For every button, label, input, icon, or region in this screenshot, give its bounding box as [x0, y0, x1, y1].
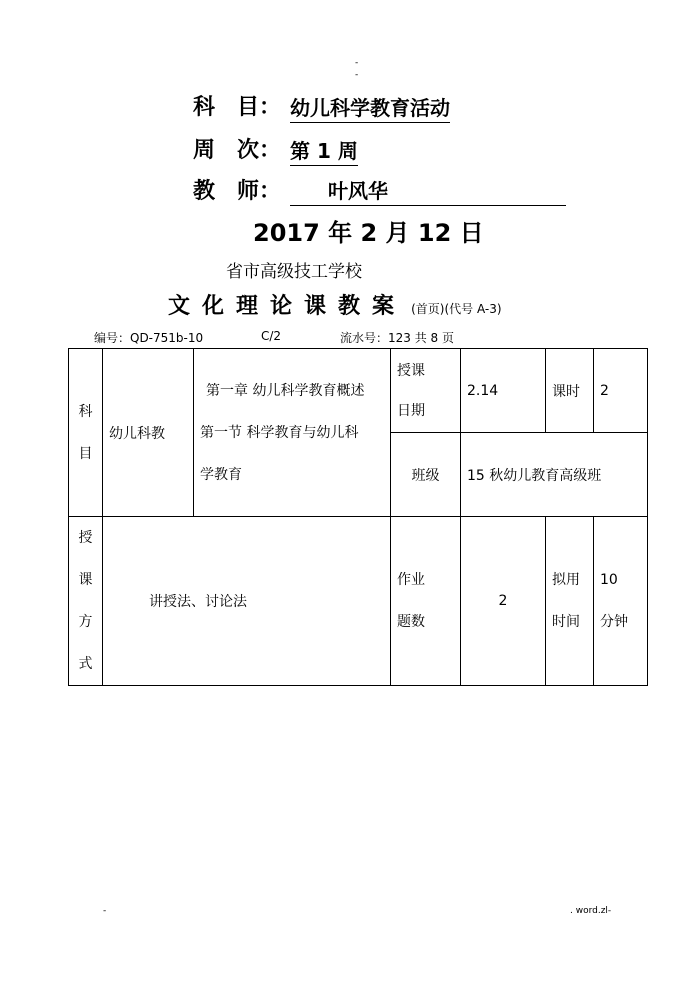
homework-head-line-1: 作业	[397, 572, 425, 588]
header-mark-1: -	[355, 58, 359, 68]
doc-title-note: (首页)(代号 A-3)	[411, 302, 502, 316]
plan-time-head-cell	[546, 517, 594, 686]
subject-value-cell	[103, 349, 194, 517]
chapter-line-2: 第一节 科学教育与幼儿科	[200, 424, 359, 441]
class-value: 15 秋幼儿教育高级班	[467, 467, 602, 484]
homework-value-cell	[461, 517, 546, 686]
method-head-char: 方	[78, 614, 93, 630]
method-head-char: 式	[78, 656, 93, 672]
hours-head: 课时	[552, 383, 580, 400]
date-value: 2.14	[467, 382, 499, 399]
method-value: 讲授法、讨论法	[149, 594, 247, 610]
class-head-cell	[391, 433, 461, 517]
school-name: 省市高级技工学校	[226, 262, 362, 282]
plan-time-head-line-1: 拟用	[552, 572, 580, 588]
doc-code: 编号：QD-751b-10	[94, 331, 204, 345]
subject-head-cell	[69, 349, 103, 517]
homework-head-cell	[391, 517, 461, 686]
teacher-value: 叶风华	[328, 179, 388, 203]
chapter-line-3: 学教育	[200, 466, 242, 483]
date-head-line-2: 日期	[397, 402, 425, 419]
doc-title-line	[168, 289, 502, 320]
doc-serial: 流水号：123 共 8 页	[340, 331, 454, 345]
hours-head-cell	[546, 349, 594, 433]
subject-label: 科 目：	[193, 95, 282, 120]
plan-time-value-cell	[594, 517, 648, 686]
date-value-cell	[461, 349, 546, 433]
lesson-plan-table	[68, 348, 648, 686]
method-head-char: 课	[78, 572, 93, 588]
doc-title: 文化理论课教案	[168, 294, 407, 319]
table-row	[69, 517, 648, 686]
week-label: 周 次：	[193, 138, 282, 163]
method-value-cell	[103, 517, 391, 686]
class-value-cell	[461, 433, 648, 517]
date-head-cell	[391, 349, 461, 433]
week-value: 第 1 周	[290, 135, 358, 166]
hours-value-cell	[594, 349, 648, 433]
plan-time-value-line-2: 分钟	[600, 614, 628, 630]
plan-time-head-line-2: 时间	[552, 614, 580, 630]
doc-revision: C/2	[261, 329, 282, 343]
subject-head-char: 目	[78, 445, 93, 462]
method-head-cell	[69, 517, 103, 686]
subject-value-text: 幼儿科教	[109, 425, 165, 442]
homework-head-line-2: 题数	[397, 614, 425, 630]
subject-head-char: 科	[78, 403, 93, 420]
class-head: 班级	[411, 467, 440, 484]
hours-value: 2	[600, 382, 609, 399]
footer-left: -	[103, 906, 107, 916]
table-row	[69, 349, 648, 433]
homework-value: 2	[498, 593, 508, 609]
teacher-label: 教 师：	[193, 179, 282, 204]
subject-value: 幼儿科学教育活动	[290, 92, 450, 123]
chapter-cell	[194, 349, 391, 517]
method-head-char: 授	[78, 530, 93, 546]
chapter-line-1: 第一章 幼儿科学教育概述	[206, 382, 365, 399]
cover-date: 2017 年 2 月 12 日	[253, 219, 484, 247]
footer-right: . word.zl-	[570, 906, 612, 916]
plan-time-value-line-1: 10	[600, 572, 618, 588]
teacher-underline	[290, 175, 566, 206]
header-mark-2: -	[355, 70, 359, 80]
date-head-line-1: 授课	[397, 362, 425, 379]
